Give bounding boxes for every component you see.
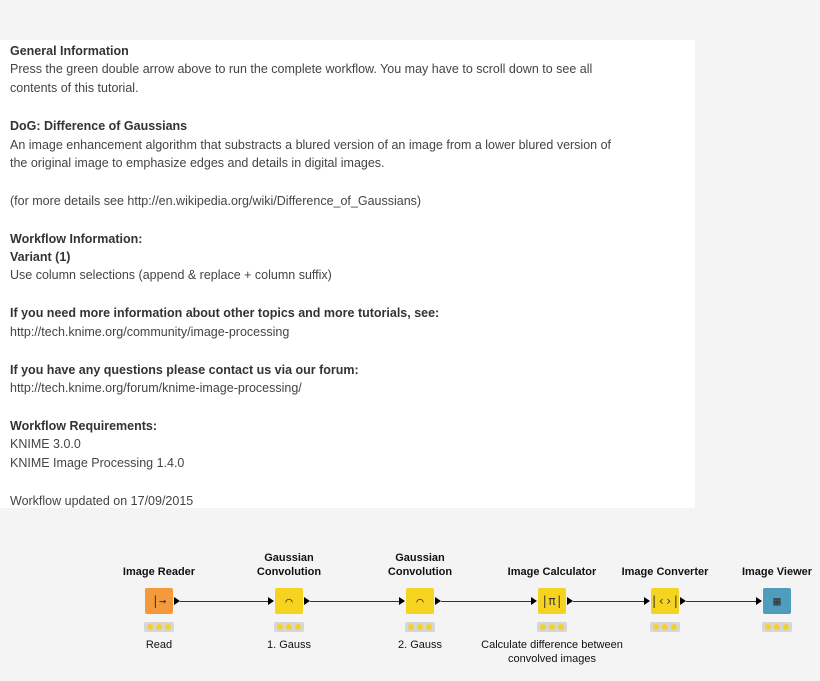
input-port[interactable] xyxy=(399,597,405,605)
annotation-text: http://tech.knime.org/community/image-processing xyxy=(10,325,290,339)
status-light xyxy=(783,624,789,630)
annotation-text: Press the green double arrow above to run the complete workflow. You may have to scroll down to see all xyxy=(10,62,593,76)
annotation-heading: Workflow Information: xyxy=(10,232,143,246)
node-title: Gaussian xyxy=(395,552,445,564)
status-light xyxy=(277,624,283,630)
annotation-text: KNIME Image Processing 1.4.0 xyxy=(10,456,185,470)
annotation-text: http://tech.knime.org/forum/knime-image-processing/ xyxy=(10,381,302,395)
annotation-text: the original image to emphasize edges and details in digital images. xyxy=(10,156,385,170)
status-light xyxy=(295,624,301,630)
node-status-indicator xyxy=(144,622,174,632)
input-port[interactable] xyxy=(531,597,537,605)
workflow-annotation xyxy=(0,40,695,508)
gaussian-icon[interactable]: ⌒ xyxy=(406,588,434,614)
annotation-text: Workflow updated on 17/09/2015 xyxy=(10,494,194,508)
status-light xyxy=(426,624,432,630)
status-light xyxy=(774,624,780,630)
node-title: Convolution xyxy=(387,566,453,578)
node-label: convolved images xyxy=(507,653,597,665)
node-title: Convolution xyxy=(256,566,322,578)
annotation-heading: DoG: Difference of Gaussians xyxy=(10,119,188,133)
node-status-indicator xyxy=(405,622,435,632)
connection-line xyxy=(310,601,399,602)
node-title: Image Viewer xyxy=(741,566,813,578)
annotation-text: An image enhancement algorithm that substracts a blured version of an image from a lower blured version of xyxy=(10,138,612,152)
input-port[interactable] xyxy=(644,597,650,605)
connection-line xyxy=(686,601,756,602)
node-title: Image Reader xyxy=(122,566,196,578)
annotation-text: KNIME 3.0.0 xyxy=(10,437,81,451)
annotation-heading: If you have any questions please contact us via our forum: xyxy=(10,363,359,377)
gaussian-icon[interactable]: ⌒ xyxy=(275,588,303,614)
node-label: Calculate difference between xyxy=(481,639,623,651)
annotation-text: contents of this tutorial. xyxy=(10,81,139,95)
node-status-indicator xyxy=(762,622,792,632)
annotation-heading: Workflow Requirements: xyxy=(10,419,158,433)
node-label: Read xyxy=(145,639,173,651)
annotation-heading: General Information xyxy=(10,44,129,58)
status-light xyxy=(653,624,659,630)
read-icon[interactable]: |→ xyxy=(145,588,173,614)
connection-line xyxy=(180,601,268,602)
node-status-indicator xyxy=(650,622,680,632)
calculator-icon[interactable]: |π| xyxy=(538,588,566,614)
status-light xyxy=(165,624,171,630)
input-port[interactable] xyxy=(756,597,762,605)
status-light xyxy=(147,624,153,630)
connection-line xyxy=(441,601,531,602)
input-port[interactable] xyxy=(268,597,274,605)
status-light xyxy=(558,624,564,630)
status-light xyxy=(549,624,555,630)
status-light xyxy=(540,624,546,630)
status-light xyxy=(662,624,668,630)
annotation-text: (for more details see http://en.wikipedia.org/wiki/Difference_of_Gaussians) xyxy=(10,194,422,208)
status-light xyxy=(156,624,162,630)
viewer-icon[interactable]: ▦ xyxy=(763,588,791,614)
node-label: 2. Gauss xyxy=(397,639,443,651)
node-title: Image Converter xyxy=(621,566,709,578)
status-light xyxy=(286,624,292,630)
annotation-heading: If you need more information about other topics and more tutorials, see: xyxy=(10,306,440,320)
status-light xyxy=(765,624,771,630)
node-title: Gaussian xyxy=(264,552,314,564)
node-status-indicator xyxy=(274,622,304,632)
node-title: Image Calculator xyxy=(507,566,597,578)
converter-icon[interactable]: |‹›| xyxy=(651,588,679,614)
status-light xyxy=(417,624,423,630)
annotation-heading: Variant (1) xyxy=(10,250,71,264)
node-status-indicator xyxy=(537,622,567,632)
status-light xyxy=(671,624,677,630)
status-light xyxy=(408,624,414,630)
node-label: 1. Gauss xyxy=(266,639,312,651)
annotation-text: Use column selections (append & replace + column suffix) xyxy=(10,268,332,282)
connection-line xyxy=(573,601,644,602)
